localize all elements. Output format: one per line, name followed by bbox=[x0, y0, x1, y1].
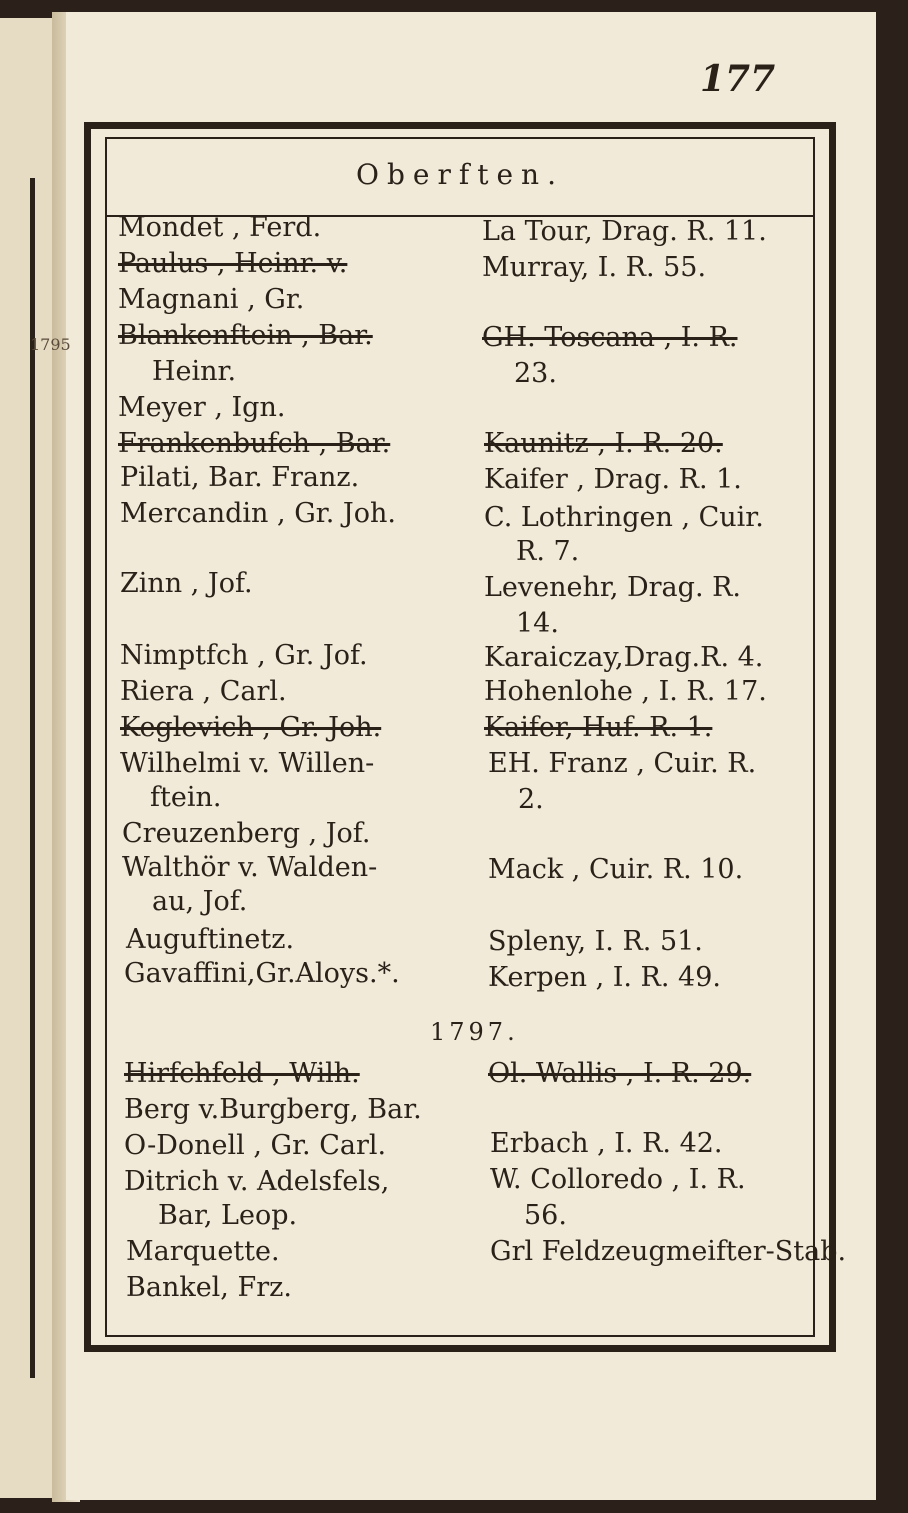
left-entry: Meyer , Ign. bbox=[118, 392, 286, 423]
left-entry: Zinn , Jof. bbox=[120, 568, 253, 599]
right-entry: 23. bbox=[514, 358, 557, 389]
right-entry: Kaifer, Huf. R. 1. bbox=[484, 712, 713, 743]
right-entry: W. Colloredo , I. R. bbox=[490, 1164, 746, 1195]
page-number: 177 bbox=[700, 58, 776, 100]
left-entry: Pilati, Bar. Franz. bbox=[120, 462, 360, 493]
left-entry: Paulus , Heinr. v. bbox=[118, 248, 348, 279]
left-entry: Mondet , Ferd. bbox=[118, 212, 322, 243]
left-page-border bbox=[0, 178, 35, 1378]
left-entry: Auguftinetz. bbox=[126, 924, 295, 955]
left-entry: Ditrich v. Adelsfels, bbox=[124, 1166, 390, 1197]
right-entry: Grl Feldzeugmeifter-Stab. bbox=[490, 1236, 847, 1267]
right-entry: 14. bbox=[516, 608, 559, 639]
left-entry: Heinr. bbox=[152, 356, 237, 387]
left-entry: Mercandin , Gr. Joh. bbox=[120, 498, 396, 529]
left-entry: Marquette. bbox=[126, 1236, 280, 1267]
right-entry: Spleny, I. R. 51. bbox=[488, 926, 703, 957]
left-entry: Nimptfch , Gr. Jof. bbox=[120, 640, 368, 671]
left-entry: Frankenbufch , Bar. bbox=[118, 428, 391, 459]
left-entry: Gavaffini,Gr.Aloys.*. bbox=[124, 958, 400, 989]
left-entry: Walthör v. Walden- bbox=[122, 852, 378, 883]
left-entry: Berg v.Burgberg, Bar. bbox=[124, 1094, 422, 1125]
right-entry: Ol. Wallis , I. R. 29. bbox=[488, 1058, 752, 1089]
left-entry: au, Jof. bbox=[152, 886, 248, 917]
left-entry: Bankel, Frz. bbox=[126, 1272, 292, 1303]
margin-note: 1795 bbox=[30, 335, 71, 354]
right-entry: 2. bbox=[518, 784, 544, 815]
left-entry: Riera , Carl. bbox=[120, 676, 287, 707]
right-entry: Karaiczay,Drag.R. 4. bbox=[484, 642, 764, 673]
left-entry: Creuzenberg , Jof. bbox=[122, 818, 371, 849]
right-entry: R. 7. bbox=[516, 536, 580, 567]
left-entry: Blankenftein , Bar. bbox=[118, 320, 373, 351]
right-entry: Erbach , I. R. 42. bbox=[490, 1128, 723, 1159]
year-heading: 1797. bbox=[430, 1018, 519, 1046]
right-entry: Kerpen , I. R. 49. bbox=[488, 962, 721, 993]
right-entry: GH. Toscana , I. R. bbox=[482, 322, 738, 353]
left-entry: Wilhelmi v. Willen- bbox=[120, 748, 375, 779]
right-entry: Hohenlohe , I. R. 17. bbox=[484, 676, 767, 707]
right-entry: Levenehr, Drag. R. bbox=[484, 572, 742, 603]
left-entry: Hirfchfeld , Wilh. bbox=[124, 1058, 360, 1089]
left-entry: Keglevich , Gr. Joh. bbox=[120, 712, 382, 743]
right-entry: EH. Franz , Cuir. R. bbox=[488, 748, 757, 779]
section-title: Oberften. bbox=[107, 145, 813, 217]
right-entry: 56. bbox=[524, 1200, 567, 1231]
right-entry: C. Lothringen , Cuir. bbox=[484, 502, 764, 533]
right-entry: Murray, I. R. 55. bbox=[482, 252, 707, 283]
left-entry: Magnani , Gr. bbox=[118, 284, 305, 315]
right-entry: Mack , Cuir. R. 10. bbox=[488, 854, 744, 885]
right-entry: La Tour, Drag. R. 11. bbox=[482, 216, 767, 247]
right-entry: Kaifer , Drag. R. 1. bbox=[484, 464, 742, 495]
left-entry: ftein. bbox=[150, 782, 222, 813]
right-entry: Kaunitz , I. R. 20. bbox=[484, 428, 723, 459]
left-entry: Bar, Leop. bbox=[158, 1200, 298, 1231]
left-entry: O-Donell , Gr. Carl. bbox=[124, 1130, 387, 1161]
